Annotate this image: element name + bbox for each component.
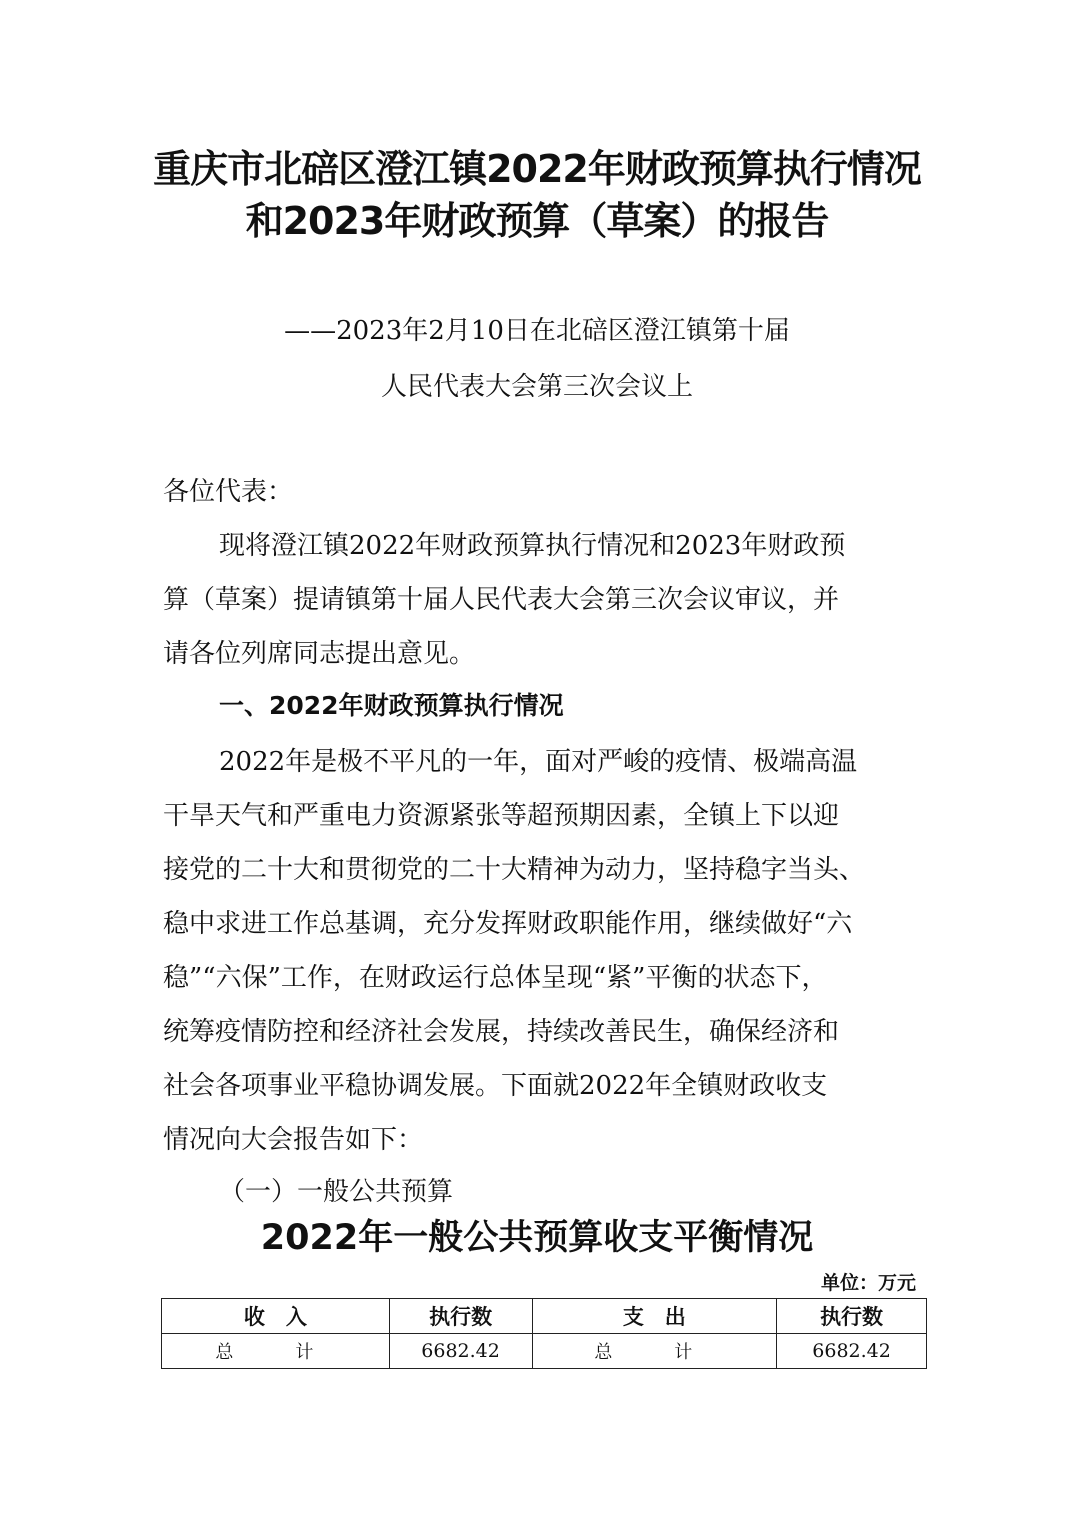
expenditure-total-label: 总 计: [532, 1334, 777, 1369]
table-title: 2022年一般公共预算收支平衡情况: [260, 1218, 814, 1258]
paragraph-line: 现将澄江镇2022年财政预算执行情况和2023年财政预: [219, 531, 846, 561]
header-income-executed: 执行数: [389, 1299, 532, 1334]
paragraph-line: 社会各项事业平稳协调发展。下面就2022年全镇财政收支: [163, 1071, 828, 1101]
document-title-line-1: 重庆市北碚区澄江镇2022年财政预算执行情况: [153, 147, 921, 191]
paragraph-line: 2022年是极不平凡的一年，面对严峻的疫情、极端高温: [219, 747, 858, 777]
subtitle-line-1: ——2023年2月10日在北碚区澄江镇第十届: [284, 316, 790, 346]
expenditure-total-value: 6682.42: [777, 1334, 927, 1369]
header-income: 收 入: [162, 1299, 390, 1334]
budget-table: [161, 1298, 927, 1369]
income-total-value: 6682.42: [389, 1334, 532, 1369]
paragraph-line: 情况向大会报告如下：: [163, 1125, 424, 1155]
income-total-label: 总 计: [162, 1334, 390, 1369]
document-title-line-2: 和2023年财政预算（草案）的报告: [245, 199, 829, 243]
paragraph-line: 请各位列席同志提出意见。: [163, 639, 476, 669]
section-heading: 一、2022年财政预算执行情况: [219, 691, 564, 720]
header-expenditure-executed: 执行数: [777, 1299, 927, 1334]
table-header-row: [162, 1299, 927, 1334]
table-unit: 单位：万元: [820, 1272, 916, 1294]
subtitle-line-2: 人民代表大会第三次会议上: [380, 372, 693, 402]
paragraph-line: 稳”“六保”工作，在财政运行总体呈现“紧”平衡的状态下，: [163, 963, 828, 993]
paragraph-line: 接党的二十大和贯彻党的二十大精神为动力，坚持稳字当头、: [163, 855, 866, 885]
paragraph-line: 稳中求进工作总基调，充分发挥财政职能作用，继续做好“六: [163, 909, 853, 939]
paragraph-line: 算（草案）提请镇第十届人民代表大会第三次会议审议，并: [163, 585, 840, 615]
subsection-heading: （一）一般公共预算: [219, 1177, 454, 1207]
table-row: [162, 1334, 927, 1369]
header-expenditure: 支 出: [532, 1299, 777, 1334]
paragraph-line: 干旱天气和严重电力资源紧张等超预期因素，全镇上下以迎: [163, 801, 840, 831]
salutation: 各位代表：: [163, 477, 294, 507]
paragraph-line: 统筹疫情防控和经济社会发展，持续改善民生，确保经济和: [163, 1017, 840, 1047]
